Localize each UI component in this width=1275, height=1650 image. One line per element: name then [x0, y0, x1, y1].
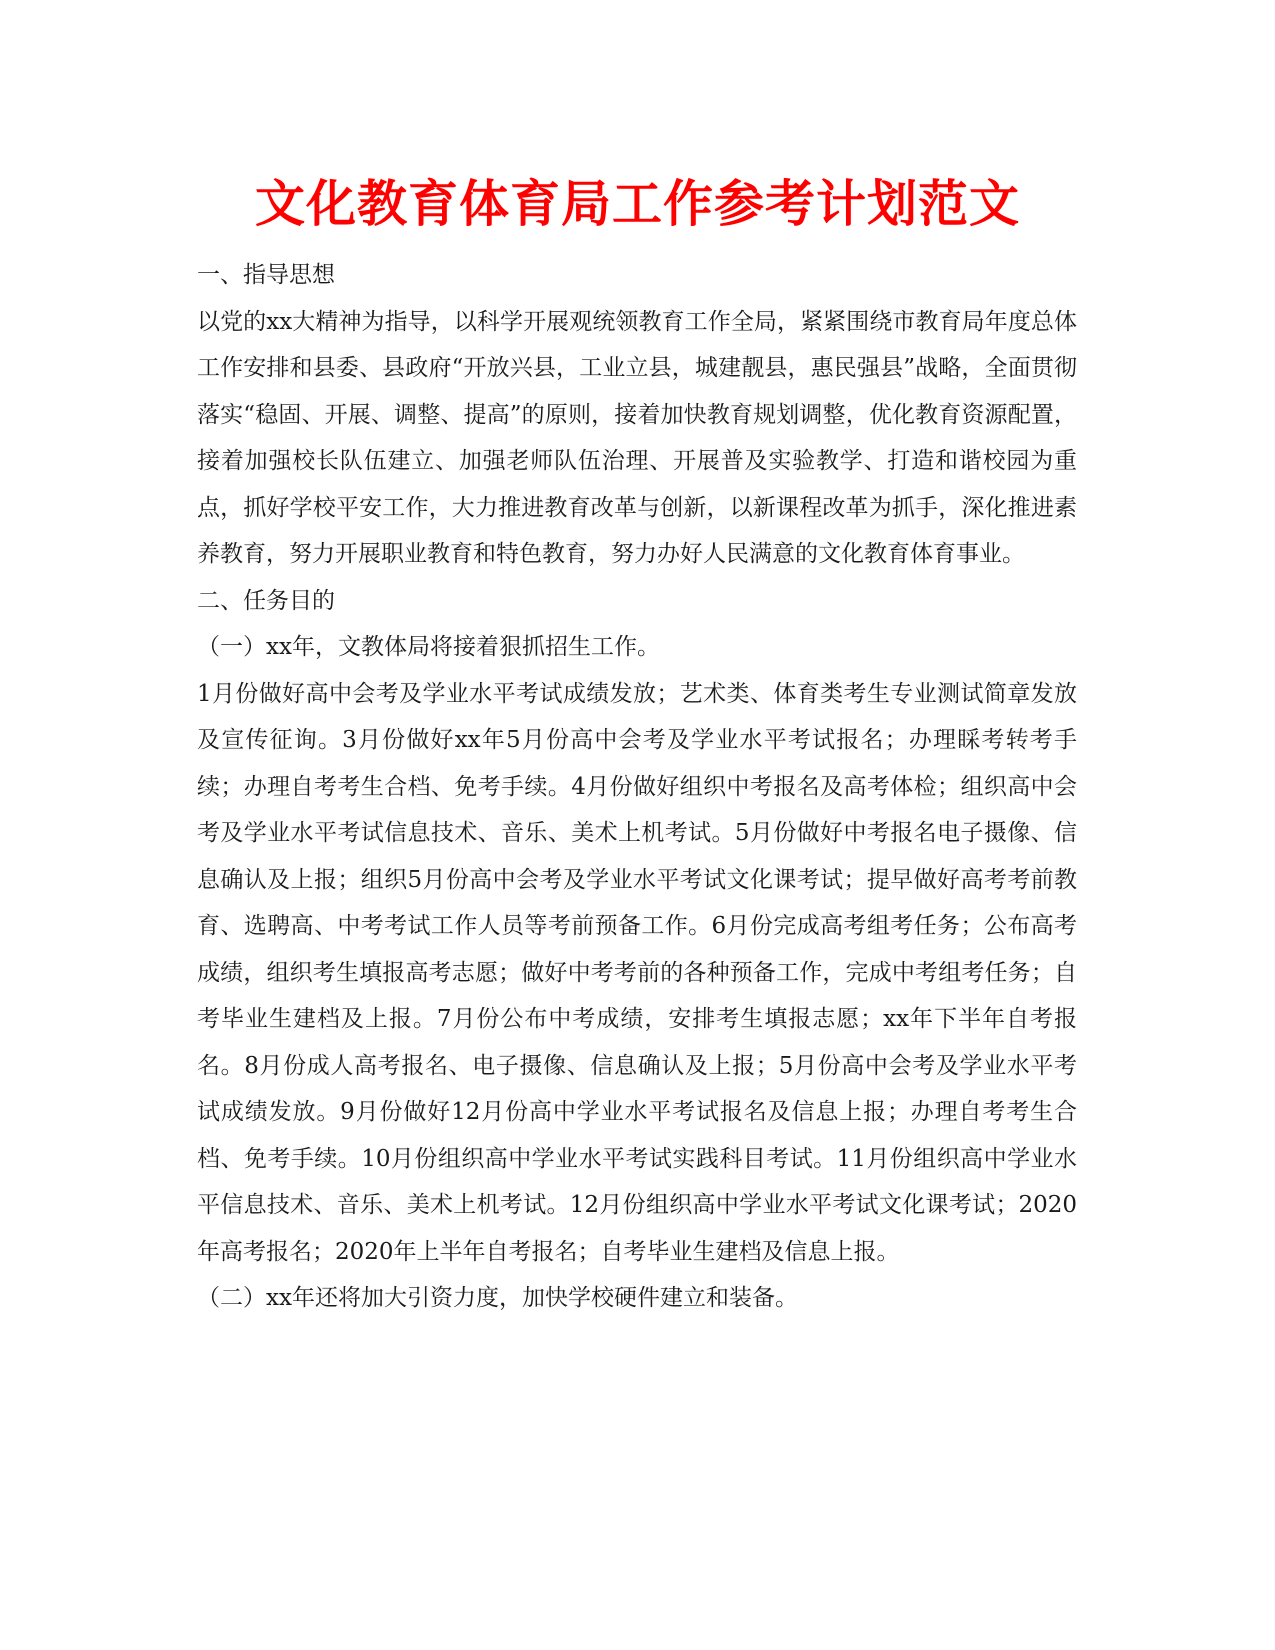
document-title: 文化教育体育局工作参考计划范文: [255, 175, 1020, 233]
section-heading-task-goals: 二、任务目的: [197, 587, 335, 614]
subsection-heading-investment: （二）xx年还将加大引资力度，加快学校硬件建立和装备。: [197, 1285, 798, 1311]
section-heading-guiding-ideology: 一、指导思想: [197, 262, 335, 288]
subsection-heading-enrollment: （一）xx年，文教体局将接着狠抓招生工作。: [197, 634, 660, 660]
paragraph-guiding-ideology: 以党的xx大精神为指导，以科学开展观统领教育工作全局，紧紧围绕市教育局年度总体工作安排和县委、县政府“开放兴县，工业立县，城建靓县，惠民强县”战略，全面贯彻落实“稳固、开展、调整、提高”的原则，接着加快教育规划调整，优化教育资源配置，接着加强校长队伍建立、加强老师队伍治理、开展普及实验教学、打造和谐校园为重点，抓好学校平安工作，大力推进教育改革与创新，以新课程改革为抓手，深化推进素养教育，努力开展职业教育和特色教育，努力办好人民满意的文化教育体育事业。: [197, 308, 1077, 567]
document-body: [197, 252, 1077, 1322]
paragraph-monthly-schedule: 1月份做好高中会考及学业水平考试成绩发放；艺术类、体育类考生专业测试简章发放及宣传征询。3月份做好xx年5月份高中会考及学业水平考试报名；办理睬考转考手续；办理自考考生合档、免考手续。4月份做好组织中考报名及高考体检；组织高中会考及学业水平考试信息技术、音乐、美术上机考试。5月份做好中考报名电子摄像、信息确认及上报；组织5月份高中会考及学业水平考试文化课考试；提早做好高考考前教育、选聘高、中考考试工作人员等考前预备工作。6月份完成高考组考任务；公布高考成绩，组织考生填报高考志愿；做好中考考前的各种预备工作，完成中考组考任务；自考毕业生建档及上报。7月份公布中考成绩，安排考生填报志愿；xx年下半年自考报名。8月份成人高考报名、电子摄像、信息确认及上报；5月份高中会考及学业水平考试成绩发放。9月份做好12月份高中学业水平考试报名及信息上报；办理自考考生合档、免考手续。10月份组织高中学业水平考试实践科目考试。11月份组织高中学业水平信息技术、音乐、美术上机考试。12月份组织高中学业水平考试文化课考试；2020年高考报名；2020年上半年自考报名；自考毕业生建档及信息上报。: [197, 680, 1077, 1265]
